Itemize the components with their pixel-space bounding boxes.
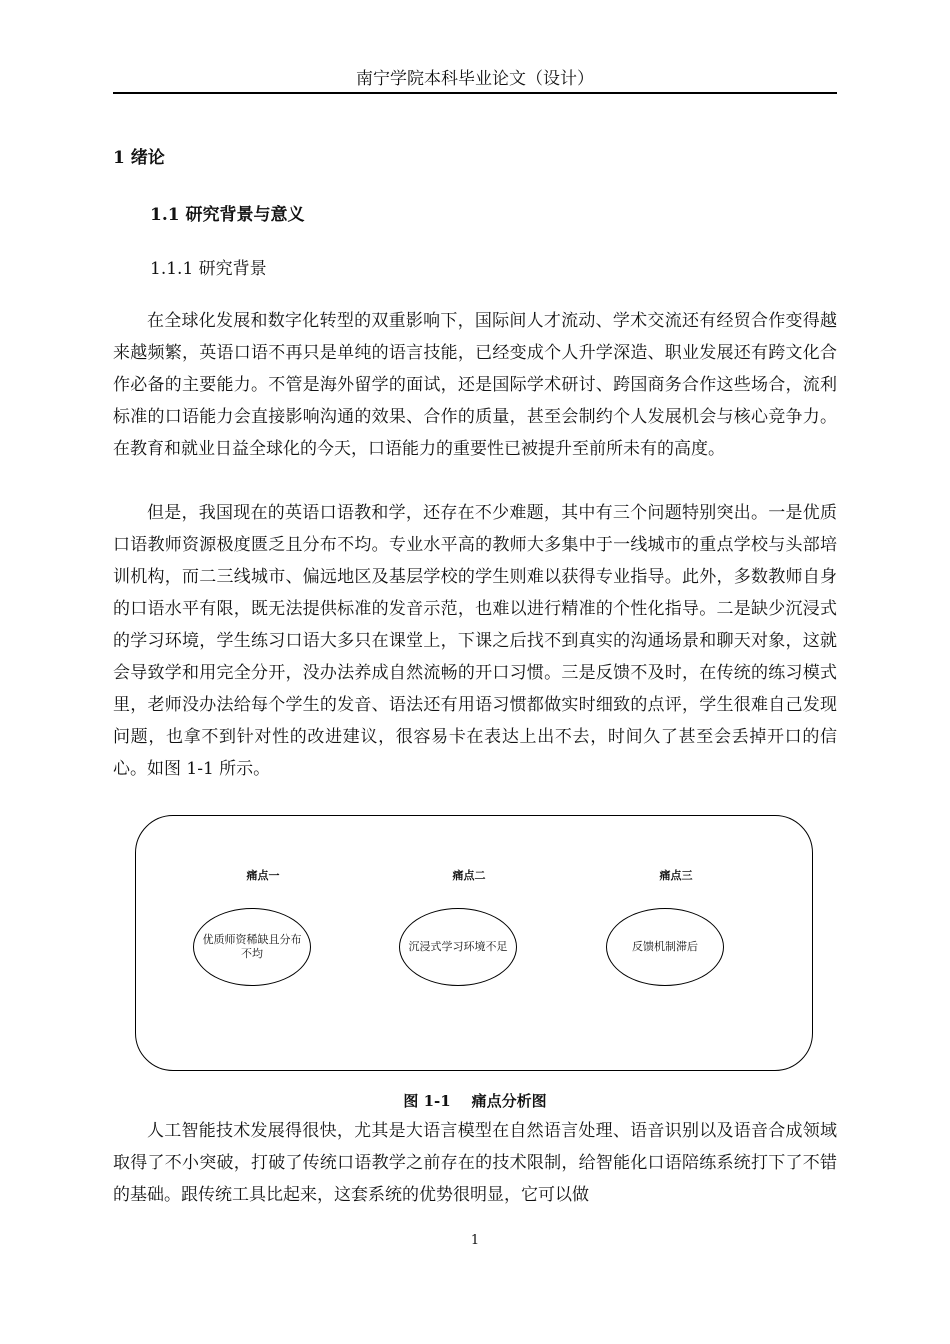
pain-point-3-ellipse: 反馈机制滞后 [606,908,724,986]
chapter-heading: 1 绪论 [113,148,165,168]
pain-point-2-ellipse: 沉浸式学习环境不足 [399,908,517,986]
subsection-heading: 1.1.1 研究背景 [150,259,267,279]
body-paragraph-1: 在全球化发展和数字化转型的双重影响下，国际间人才流动、学术交流还有经贸合作变得越来越频繁，英语口语不再只是单纯的语言技能，已经变成个人升学深造、职业发展还有跨文化合作必备的主要能力。不管是海外留学的面试，还是国际学术研讨、跨国商务合作这些场合，流利标准的口语能力会直接影响沟通的效果、合作的质量，甚至会制约个人发展机会与核心竞争力。在教育和就业日益全球化的今天，口语能力的重要性已被提升至前所未有的高度。 [113,311,837,459]
pain-point-3 [606,816,746,1070]
pain-point-2-label: 痛点二 [452,869,486,882]
pain-point-3-label: 痛点三 [659,869,693,882]
pain-point-1-label: 痛点一 [246,869,280,882]
page-number: 1 [470,1233,480,1248]
page-header: 南宁学院本科毕业论文（设计） [113,66,837,94]
body-paragraph-2: 但是，我国现在的英语口语教和学，还存在不少难题，其中有三个问题特别突出。一是优质口语教师资源极度匮乏且分布不均。专业水平高的教师大多集中于一线城市的重点学校与头部培训机构，而二三线城市、偏远地区及基层学校的学生则难以获得专业指导。此外，多数教师自身的口语水平有限，既无法提供标准的发音示范，也难以进行精准的个性化指导。二是缺少沉浸式的学习环境，学生练习口语大多只在课堂上，下课之后找不到真实的沟通场景和聊天对象，这就会导致学和用完全分开，没办法养成自然流畅的开口习惯。三是反馈不及时，在传统的练习模式里，老师没办法给每个学生的发音、语法还有用语习惯都做实时细致的点评，学生很难自己发现问题，也拿不到针对性的改进建议，很容易卡在表达上出不去，时间久了甚至会丢掉开口的信心。如图 1-1 所示。 [113,503,837,779]
pain-point-diagram [135,815,813,1071]
pain-point-1-ellipse: 优质师资稀缺且分布不均 [193,908,311,986]
pain-point-2 [399,816,539,1070]
figure-caption: 图 1-1 痛点分析图 [403,1092,547,1110]
pain-point-1 [193,816,333,1070]
section-heading: 1.1 研究背景与意义 [150,205,305,225]
body-paragraph-3: 人工智能技术发展得很快，尤其是大语言模型在自然语言处理、语音识别以及语音合成领域取得了不小突破，打破了传统口语教学之前存在的技术限制，给智能化口语陪练系统打下了不错的基础。跟传统工具比起来，这套系统的优势很明显，它可以做 [113,1121,837,1205]
